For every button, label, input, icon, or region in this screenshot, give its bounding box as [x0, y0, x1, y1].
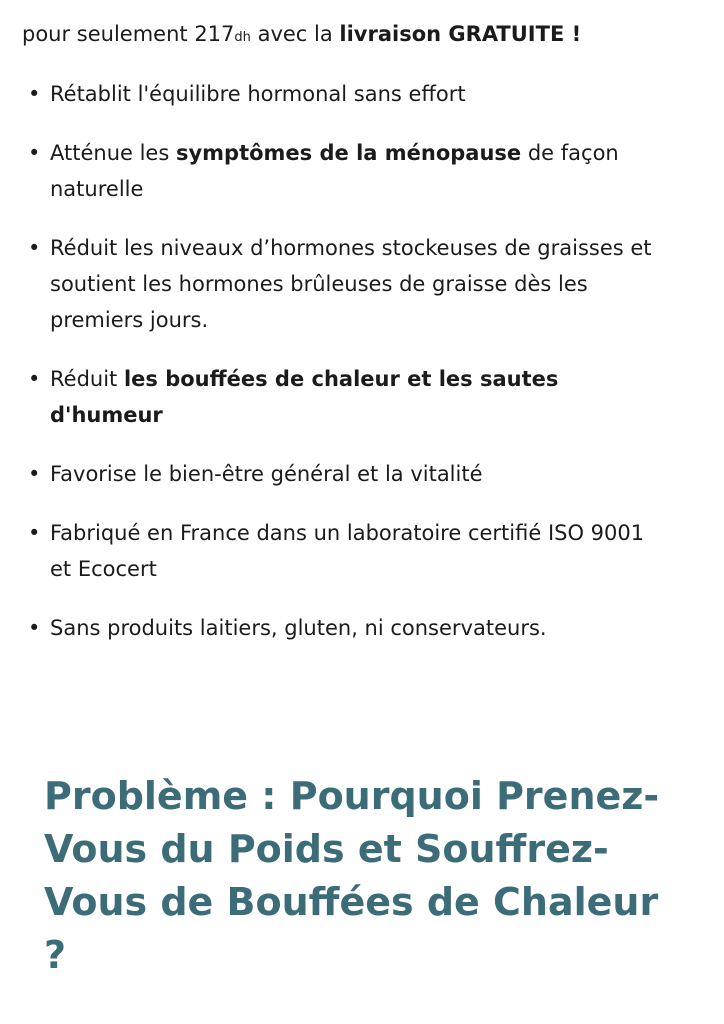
bullet-icon: •: [28, 82, 41, 106]
benefit-item: [22, 135, 662, 207]
problem-heading: Problème : Pourquoi Prenez-Vous du Poids et Souffrez-Vous de Bouffées de Chaleur ?: [44, 774, 660, 977]
bullet-icon: •: [28, 462, 41, 486]
bullet-icon: •: [28, 236, 41, 260]
benefit-text: Réduit: [50, 367, 124, 391]
benefit-item: [22, 610, 662, 646]
benefit-item: [22, 515, 662, 587]
benefit-bold-text: les bouffées de chaleur et les sautes d'humeur: [50, 367, 559, 427]
benefit-text-after: de façon naturelle: [50, 141, 619, 201]
bullet-icon: •: [28, 141, 41, 165]
benefit-item: [22, 361, 662, 433]
benefit-text: Sans produits laitiers, gluten, ni conservateurs.: [50, 616, 547, 640]
bullet-icon: •: [28, 521, 41, 545]
benefit-bold-text: symptômes de la ménopause: [175, 141, 522, 165]
price-unit: dh: [234, 30, 251, 45]
benefit-text: Fabriqué en France dans un laboratoire certifié ISO 9001 et Ecocert: [50, 521, 645, 581]
benefits-list: [22, 76, 662, 669]
benefit-item: [22, 76, 662, 112]
free-delivery-text: livraison GRATUITE !: [339, 22, 582, 46]
bullet-icon: •: [28, 616, 41, 640]
intro-prefix: pour seulement 217: [22, 22, 235, 46]
benefit-text: Rétablit l'équilibre hormonal sans effort: [50, 82, 466, 106]
price-intro: [22, 18, 581, 54]
benefit-item: [22, 456, 662, 492]
intro-middle: avec la: [250, 22, 340, 46]
benefit-item: [22, 230, 662, 338]
benefit-text: Réduit les niveaux d’hormones stockeuses de graisses et soutient les hormones brûleuses de graisse dès les premiers jours.: [50, 236, 652, 332]
bullet-icon: •: [28, 367, 41, 391]
benefit-text: Atténue les: [50, 141, 176, 165]
benefit-text: Favorise le bien-être général et la vitalité: [50, 462, 483, 486]
